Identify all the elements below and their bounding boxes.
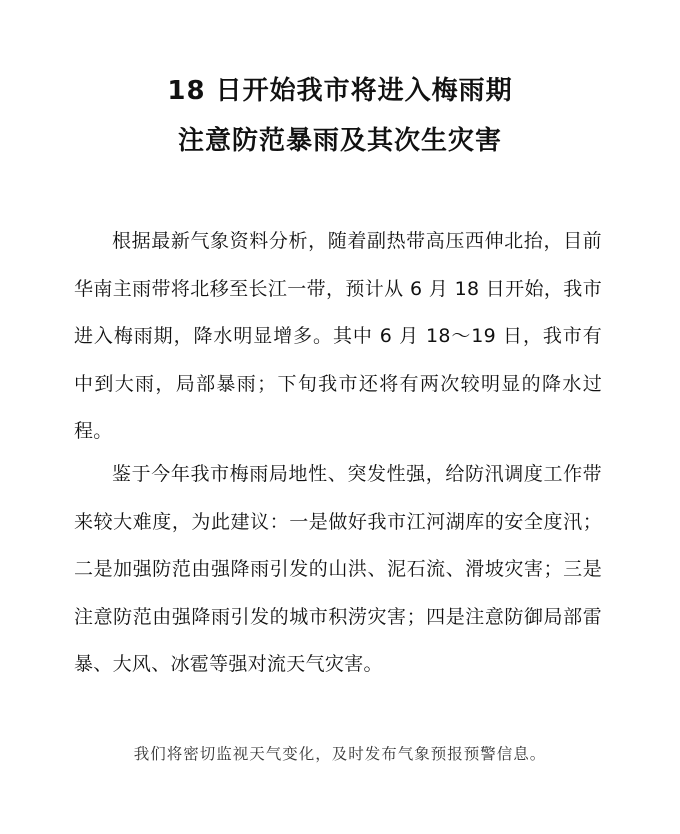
document-title-line-2: 注意防范暴雨及其次生灾害 — [177, 126, 502, 156]
body-paragraph-suggestions: 鉴于今年我市梅雨局地性、突发性强，给防汛调度工作带来较大难度，为此建议：一是做好我市江河湖库的安全度汛；二是加强防范由强降雨引发的山洪、泥石流、滑坡灾害；三是注意防范由强降雨引发的城市积涝灾害；四是注意防御局部雷暴、大风、冰雹等强对流天气灾害。 — [74, 463, 602, 675]
body-paragraph-forecast: 根据最新气象资料分析，随着副热带高压西伸北抬，目前华南主雨带将北移至长江一带，预计从 6 月 18 日开始，我市进入梅雨期，降水明显增多。其中 6 月 18～19 日，我市有中到大雨，局部暴雨；下旬我市还将有两次较明显的降水过程。 — [74, 230, 602, 442]
footer-note: 我们将密切监视天气变化，及时发布气象预报预警信息。 — [133, 745, 547, 763]
document-title-line-1: 18 日开始我市将进入梅雨期 — [167, 76, 513, 106]
